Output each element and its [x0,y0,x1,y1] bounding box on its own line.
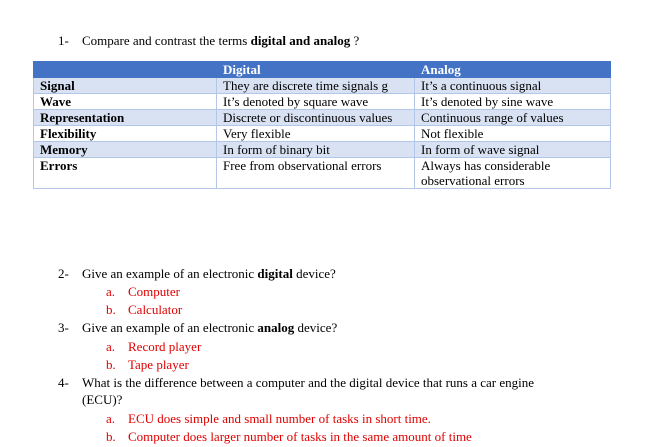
answer-text: Tape player [128,357,189,372]
table-row [34,94,611,110]
answer-item [106,429,472,444]
question-4-continued: (ECU)? [82,392,123,407]
row-label: Flexibility [34,126,217,142]
answer-text: ECU does simple and small number of tasks in short time. [128,411,431,426]
analog-cell: Not flexible [415,126,611,142]
row-label: Signal [34,78,217,94]
answer-letter: b. [106,429,116,444]
answer-letter: a. [106,284,116,299]
answer-letter: b. [106,357,116,372]
table-row [34,78,611,94]
answer-letter: a. [106,411,116,426]
question-number: 3- [58,320,69,335]
question-1 [58,33,359,48]
table-row [34,158,611,189]
answer-text: Computer does larger number of tasks in the same amount of time [128,429,472,444]
analog-cell: It’s denoted by sine wave [415,94,611,110]
question-2 [58,266,336,281]
digital-cell: Discrete or discontinuous values [217,110,415,126]
row-label: Representation [34,110,217,126]
answer-text: Calculator [128,302,183,317]
digital-cell: Very flexible [217,126,415,142]
digital-cell: Free from observational errors [217,158,415,189]
row-label: Errors [34,158,217,189]
question-number: 2- [58,266,69,281]
digital-cell: They are discrete time signals g [217,78,415,94]
question-text: What is the difference between a computer and the digital device that runs a car engine [82,375,535,390]
answer-text: Computer [128,284,180,299]
question-text: Give an example of an electronic [82,266,258,281]
answer-item [106,357,189,372]
question-text-end: device? [292,266,336,281]
row-label: Memory [34,142,217,158]
question-number: 4- [58,375,69,390]
question-number: 1- [58,33,69,48]
header-cell-empty [34,62,217,78]
analog-cell: Continuous range of values [415,110,611,126]
question-bold-term: analog [257,320,295,335]
question-4 [58,375,534,390]
answer-item [106,302,182,317]
question-bold-term: digital [257,266,293,281]
table-row [34,142,611,158]
question-text: Give an example of an electronic [82,320,258,335]
digital-cell: It’s denoted by square wave [217,94,415,110]
analog-cell: In form of wave signal [415,142,611,158]
header-cell-digital: Digital [217,62,415,78]
analog-cell: It’s a continuous signal [415,78,611,94]
comparison-table [33,61,611,189]
header-cell-analog: Analog [415,62,611,78]
answer-item [106,284,180,299]
question-text-end: device? [294,320,338,335]
answer-item [106,411,431,426]
answer-letter: a. [106,339,116,354]
question-3 [58,320,337,335]
answer-text: Record player [128,339,202,354]
table-row [34,110,611,126]
answer-letter: b. [106,302,116,317]
analog-cell: Always has considerable observational errors [415,158,611,189]
answer-item [106,339,201,354]
digital-cell: In form of binary bit [217,142,415,158]
question-text-end: ? [350,33,360,48]
question-bold-term: digital and analog [250,33,351,48]
table-row [34,126,611,142]
table-header-row [34,62,611,78]
question-text: Compare and contrast the terms [82,33,251,48]
row-label: Wave [34,94,217,110]
